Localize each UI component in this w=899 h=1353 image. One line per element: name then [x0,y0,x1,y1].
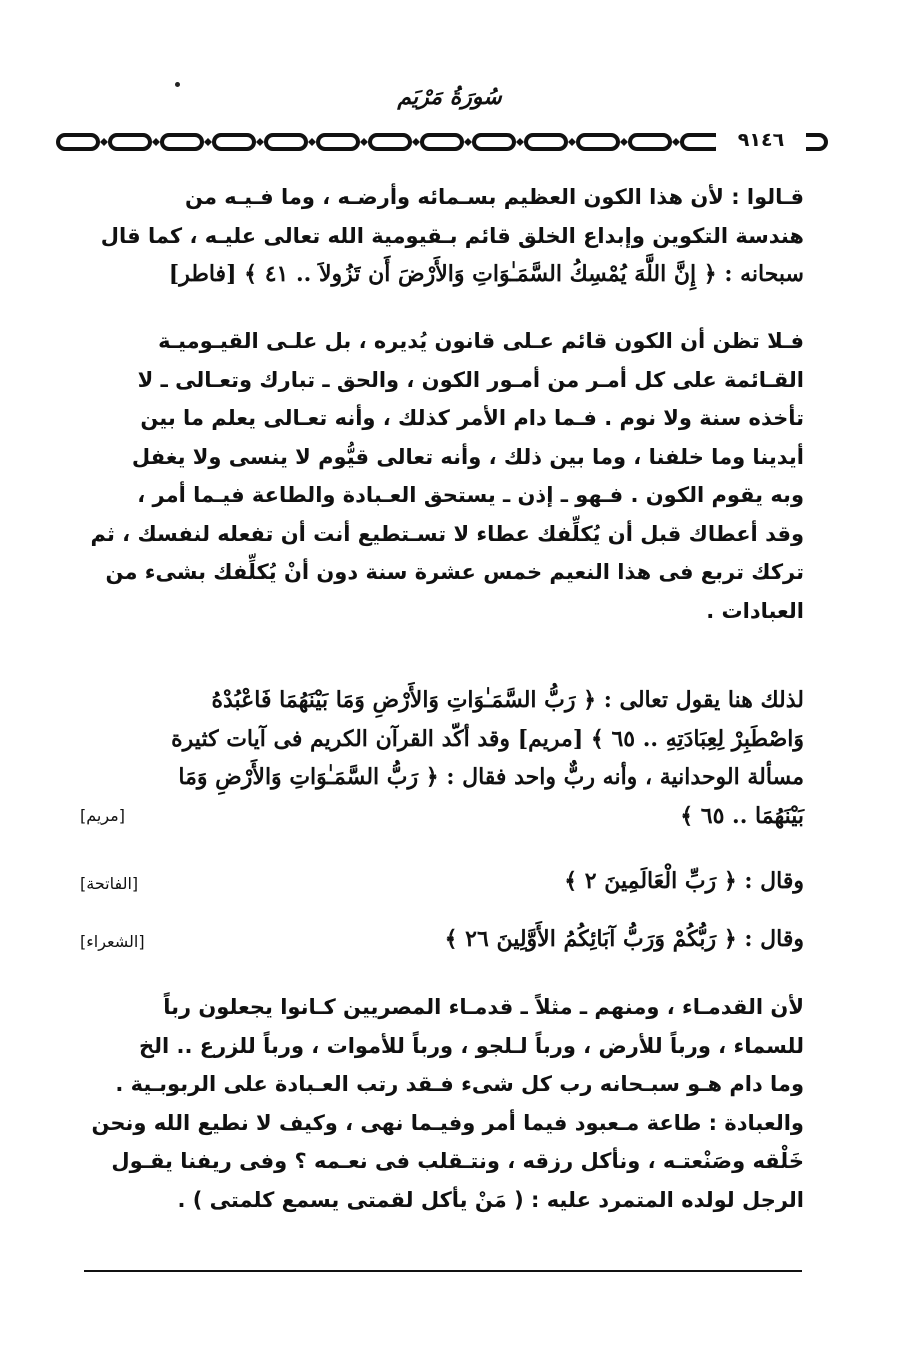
ornament-diamond [672,138,680,146]
surah-title: سُورَةُ مَرْيَم [397,84,502,110]
quran-verse-line: مسألة الوحدانية ، وأنه ربٌّ واحد فقال : ﴿ رَبُّ السَّمَـٰوَاتِ وَالأَرْضِ وَمَا [178,764,804,790]
ornament-diamond [308,138,316,146]
text-line: للسماء ، ورباً للأرض ، ورباً لـلجو ، ورباً للأموات ، ورباً للزرع .. الخ [139,1033,804,1058]
ornament-oval [162,135,202,149]
paragraph-4 [80,988,804,1219]
ornament-oval [630,135,670,149]
text-line: والعبادة : طاعة مـعبود فيما أمر وفيـما نهى ، وكيف لا نطيع الله ونحن [91,1110,804,1135]
ornament-oval [578,135,618,149]
text-line: أيدينا وما خلفنا ، وما بين ذلك ، وأنه تعالى قيُّوم لا ينسى ولا يغفل [131,444,804,469]
text-line: هندسة التكوين وإبداع الخلق قائم بـقيومية الله تعالى عليـه ، كما قال [100,223,804,248]
text-line: تأخذه سنة ولا نوم . فـما دام الأمر كذلك ، وأنه تعـالى يعلم ما بين [140,406,804,430]
surah-reference: [الشعراء] [80,932,145,951]
ornament-diamond [204,138,212,146]
quran-verse-line: سبحانه : ﴿ إِنَّ اللَّهَ يُمْسِكُ السَّمَـٰوَاتِ وَالأَرْضَ أَن تَزُولاَ .. ٤١ ﴾ [فاطر] [168,261,804,287]
quran-verse-fragment: بَيْنَهُمَا .. ٦٥ ﴾ [680,802,804,829]
ornament-oval [422,135,462,149]
ornament-oval [214,135,254,149]
text-line: وبه يقوم الكون . فـهو ـ إذن ـ يستحق العـبادة والطاعة فيـما أمر ، [137,483,804,507]
ornament-diamond [620,138,628,146]
ornament-diamond [412,138,420,146]
quran-verse-line: لذلك هنا يقول تعالى : ﴿ رَبُّ السَّمَـٰوَاتِ وَالأَرْضِ وَمَا بَيْنَهُمَا فَاعْبُدْهُ [211,687,804,713]
ornament-oval [58,135,98,149]
paragraph-3 [80,681,804,835]
verse-row-fatiha [80,868,804,908]
page-number: ٩١٤٦ [716,129,806,151]
quran-verse: وقال : ﴿ رَبُّكُمْ وَرَبُّ آبَائِكُمُ الأَوَّلِينَ ٢٦ ﴾ [444,926,804,952]
text-line: قـالوا : لأن هذا الكون العظيم بسـمائه وأرضـه ، وما فـيـه من [185,185,804,209]
ornament-diamond [256,138,264,146]
text-line: خَلْقه وصَنْعتـه ، ونأكل رزقه ، ونتـقلب فى نعـمه ؟ وفى ريفنا يقـول [111,1149,804,1173]
ornament-oval [370,135,410,149]
quran-verse: وقال : ﴿ رَبِّ الْعَالَمِينَ ٢ ﴾ [564,868,804,894]
footer-rule [84,1270,802,1272]
ornament-oval [318,135,358,149]
text-line: لأن القدمـاء ، ومنهم ـ مثلاً ـ قدمـاء المصريين كـانوا يجعلون رباً [163,995,804,1019]
ornament-oval [110,135,150,149]
text-line [80,797,804,836]
paragraph-2 [80,322,804,630]
ornament-oval [474,135,514,149]
paragraph-1 [80,178,804,294]
ornament-diamond [516,138,524,146]
ornament-diamond [100,138,108,146]
ornament-oval [526,135,566,149]
surah-reference: [مريم] [80,805,125,825]
ornamental-border [50,128,830,156]
ornament-diamond [360,138,368,146]
ornament-oval [266,135,306,149]
text-line: الرجل لولده المتمرد عليه : ( مَنْ يأكل لقمتى يسمع كلمتى ) . [177,1187,804,1212]
text-line: تركك تربع فى هذا النعيم خمس عشرة سنة دون أنْ يُكلِّفك بشىء من [105,560,804,584]
text-line: العبادات . [706,598,804,623]
quran-verse-line: وَاصْطَبِرْ لِعِبَادَتِهِ .. ٦٥ ﴾ [مريم] وقد أكّد القرآن الكريم فى آيات كثيرة [171,725,804,752]
text-line: وما دام هـو سبـحانه رب كل شىء فـقد رتب العـبادة على الربوبـية . [115,1072,804,1096]
ornament-diamond [464,138,472,146]
ornament-diamond [152,138,160,146]
text-line: وقد أعطاك قبل أن يُكلِّفك عطاء لا تسـتطيع أنت أن تفعله لنفسك ، ثم [90,521,804,546]
ornament-diamond [568,138,576,146]
surah-reference: [الفاتحة] [80,874,139,893]
verse-row-shuara [80,926,804,966]
text-line: فـلا تظن أن الكون قائم عـلى قانون يُديره ، بل علـى القيـوميـة [158,329,804,353]
text-line: القـائمة على كل أمـر من أمـور الكون ، والحق ـ تبارك وتعـالى ـ لا [137,367,804,392]
